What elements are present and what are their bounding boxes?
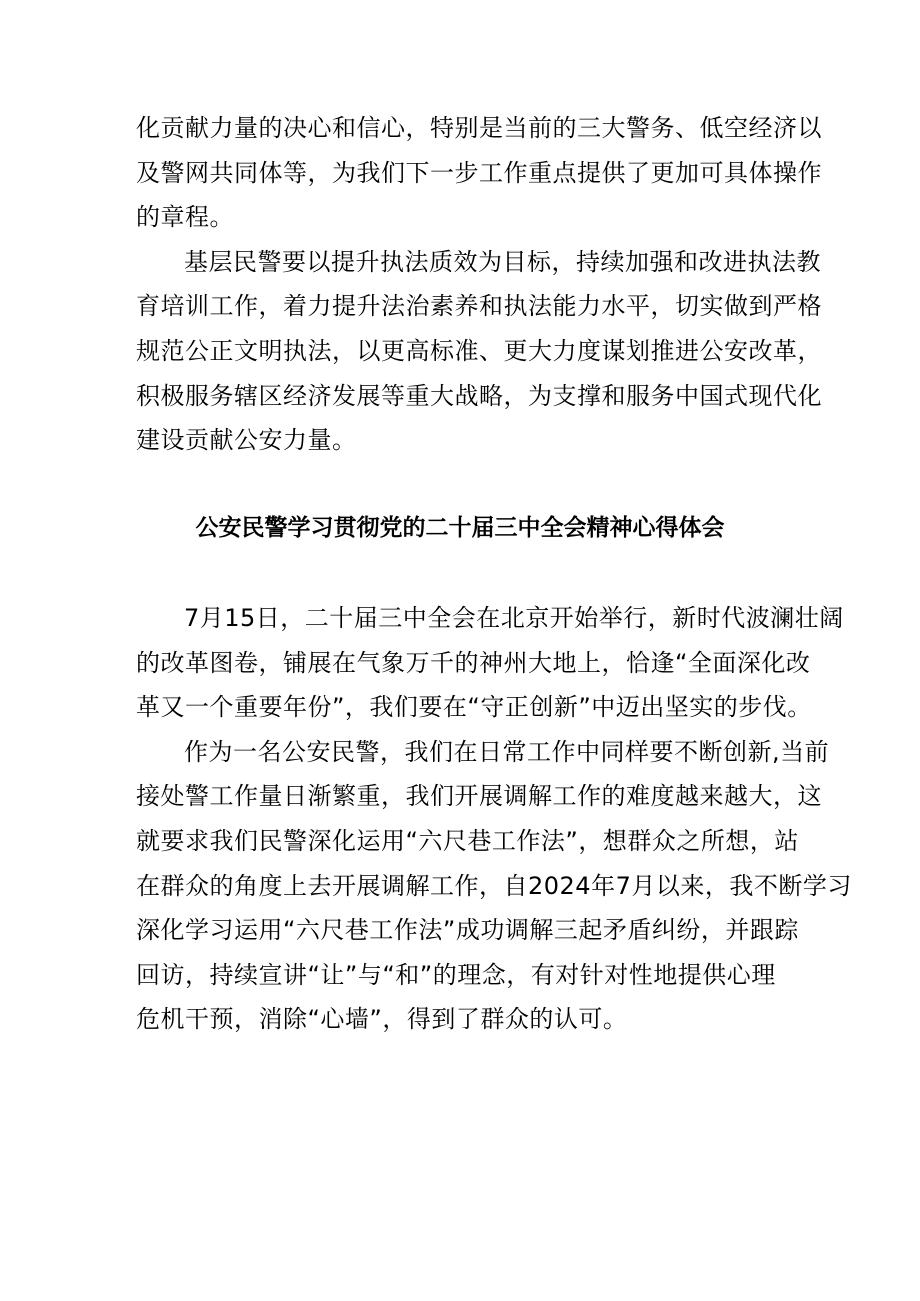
- section-1-body: [136, 106, 822, 463]
- paragraph-line: 的改革图卷，铺展在气象万千的神州大地上，恰逢“全面深化改: [136, 648, 811, 677]
- paragraph-line: 回访，持续宣讲“让”与“和”的理念，有对针对性地提供心理: [136, 960, 776, 989]
- paragraph-line: 危机干预，消除“心墙”，得到了群众的认可。: [136, 1005, 628, 1034]
- paragraph-line: 7月15日，二十届三中全会在北京开始举行，新时代波澜壮阔: [184, 604, 844, 632]
- article-title: 公安民警学习贯彻党的二十届三中全会精神心得体会: [195, 515, 725, 541]
- paragraph-line: 建设贡献公安力量。: [136, 426, 357, 455]
- paragraph-line: 及警网共同体等，为我们下一步工作重点提供了更加可具体操作: [136, 158, 822, 187]
- paragraph-line: 化贡献力量的决心和信心，特别是当前的三大警务、低空经济以: [136, 114, 822, 142]
- paragraph-line: 在群众的角度上去开展调解工作，自2024年7月以来，我不断学习: [136, 871, 852, 900]
- paragraph-line: 就要求我们民警深化运用“六尺巷工作法”，想群众之所想，站: [136, 826, 799, 855]
- paragraph-line: 作为一名公安民警，我们在日常工作中同样要不断创新,当前: [184, 737, 830, 766]
- paragraph-line: 规范公正文明执法，以更高标准、更大力度谋划推进公安改革，: [136, 336, 822, 365]
- paragraph-line: 接处警工作量日渐繁重，我们开展调解工作的难度越来越大，这: [136, 782, 822, 811]
- paragraph-line: 的章程。: [136, 203, 234, 232]
- paragraph-line: 育培训工作，着力提升法治素养和执法能力水平，切实做到严格: [136, 292, 822, 321]
- paragraph-line: 基层民警要以提升执法质效为目标，持续加强和改进执法教: [184, 247, 821, 276]
- paragraph-line: 深化学习运用“六尺巷工作法”成功调解三起矛盾纠纷，并跟踪: [136, 916, 799, 945]
- paragraph-line: 积极服务辖区经济发展等重大战略，为支撑和服务中国式现代化: [136, 381, 822, 410]
- section-2-body: [136, 596, 852, 1042]
- paragraph-line: 革又一个重要年份”，我们要在“守正创新”中迈出坚实的步伐。: [136, 693, 812, 722]
